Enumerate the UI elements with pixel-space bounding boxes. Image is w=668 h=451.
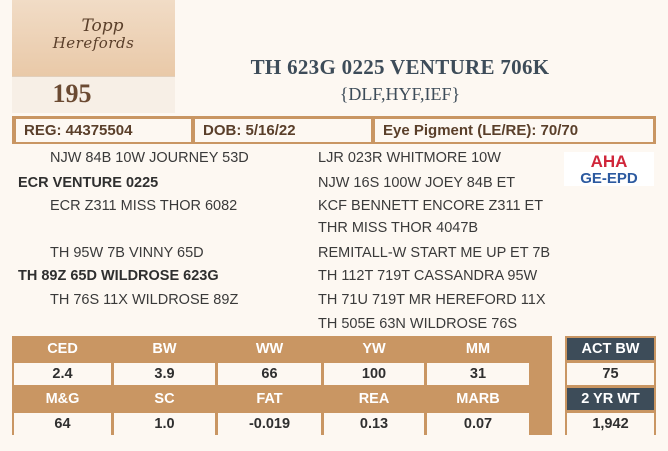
pedigree-ancestor: NJW 16S 100W JOEY 84B ET <box>318 175 516 191</box>
pedigree-ancestor: ECR VENTURE 0225 <box>18 175 159 191</box>
pedigree-ancestor: ECR Z311 MISS THOR 6082 <box>50 198 238 214</box>
epd-header: M&G <box>14 388 111 410</box>
logo <box>12 18 175 52</box>
epd-header: MARB <box>427 388 529 410</box>
eye-pigment: Eye Pigment (LE/RE): 70/70 <box>375 119 653 142</box>
pedigree-ancestor: TH 71U 719T MR HEREFORD 11X <box>318 292 546 308</box>
epd-value: 31 <box>427 363 529 385</box>
pedigree-ancestor: TH 505E 63N WILDROSE 76S <box>318 316 518 332</box>
yr-wt-label: 2 YR WT <box>567 388 654 410</box>
epd-header: REA <box>324 388 424 410</box>
badge-line2: GE-EPD <box>580 170 638 186</box>
act-bw-value: 75 <box>567 363 654 385</box>
epd-value: 66 <box>218 363 321 385</box>
dob: DOB: 5/16/22 <box>195 119 371 142</box>
epd-value: 1.0 <box>114 413 215 435</box>
pedigree-ancestor: TH 95W 7B VINNY 65D <box>50 245 204 261</box>
epd-header: SC <box>114 388 215 410</box>
animal-name: TH 623G 0225 VENTURE 706K <box>250 55 550 79</box>
epd-header: WW <box>218 338 321 360</box>
pedigree-ancestor: TH 89Z 65D WILDROSE 623G <box>18 268 219 284</box>
pedigree-ancestor: TH 76S 11X WILDROSE 89Z <box>50 292 239 308</box>
logo-line1: Topp <box>81 16 124 36</box>
lot-number: 195 <box>52 79 92 108</box>
pedigree-ancestor: KCF BENNETT ENCORE Z311 ET <box>318 198 544 214</box>
pedigree-ancestor: REMITALL-W START ME UP ET 7B <box>318 245 551 261</box>
pedigree-ancestor: THR MISS THOR 4047B <box>318 220 479 236</box>
epd-header: CED <box>14 338 111 360</box>
epd-value: 2.4 <box>14 363 111 385</box>
epd-value: 0.13 <box>324 413 424 435</box>
epd-value: 100 <box>324 363 424 385</box>
aha-ge-epd-badge <box>564 152 654 186</box>
epd-value: 3.9 <box>114 363 215 385</box>
epd-header: FAT <box>218 388 321 410</box>
logo-line2: Herefords <box>52 34 135 52</box>
logo-box <box>12 0 175 112</box>
epd-header: BW <box>114 338 215 360</box>
epd-value: 0.07 <box>427 413 529 435</box>
pedigree-ancestor: NJW 84B 10W JOURNEY 53D <box>50 150 249 166</box>
reg-number: REG: 44375504 <box>16 119 191 142</box>
pedigree-ancestor: LJR 023R WHITMORE 10W <box>318 150 501 166</box>
animal-designations: {DLF,HYF,IEF} <box>339 84 461 104</box>
epd-header: YW <box>324 338 424 360</box>
yr-wt-value: 1,942 <box>567 413 654 435</box>
epd-value: -0.019 <box>218 413 321 435</box>
act-bw-label: ACT BW <box>567 338 654 360</box>
logo-panel <box>12 0 175 76</box>
pedigree-ancestor: TH 112T 719T CASSANDRA 95W <box>318 268 538 284</box>
epd-header: MM <box>427 338 529 360</box>
badge-line1: AHA <box>590 152 628 171</box>
epd-value: 64 <box>14 413 111 435</box>
